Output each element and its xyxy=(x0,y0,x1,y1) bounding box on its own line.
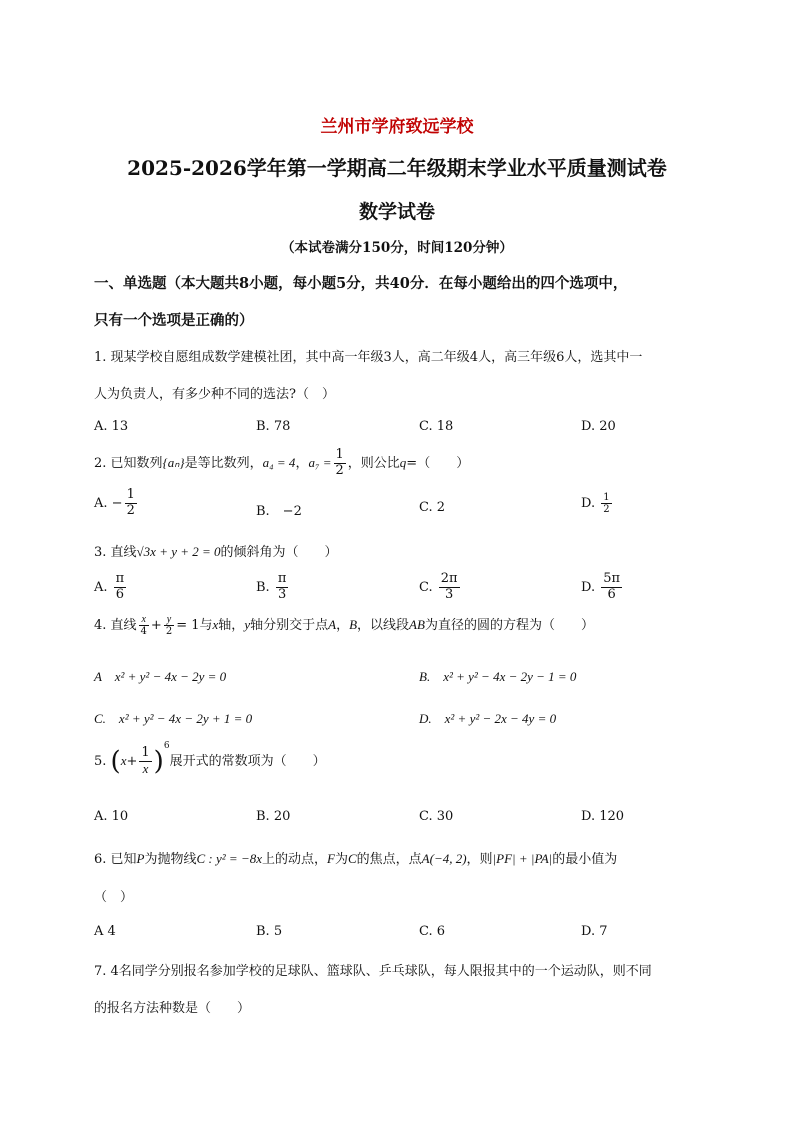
q1-option-a: A. 13 xyxy=(94,419,129,434)
q3-option-c-label: C. xyxy=(419,579,433,595)
q7-stem-line1: 7. 4名同学分别报名参加学校的足球队、篮球队、乒乓球队，每人限报其中的一个运动队，则不同 xyxy=(94,964,652,979)
q3-option-c-num: 2π xyxy=(440,571,458,586)
q2-seq: {aₙ} xyxy=(162,454,185,470)
q2-mid: 是等比数列， xyxy=(184,455,263,471)
q4-option-c: C. x² + y² − 4x − 2y + 1 = 0 xyxy=(94,711,253,726)
q6-option-d: D. 7 xyxy=(581,924,608,939)
q4-frac-y-num: y xyxy=(164,614,174,626)
q6-stem-b: 为抛物线 xyxy=(144,852,197,867)
q1-stem-line1: 1. 现某学校自愿组成数学建模社团，其中高一年级3人，高二年级4人，高三年级6人，选其中一 xyxy=(94,350,643,365)
q4-stem-c: 轴， xyxy=(218,618,245,633)
q5-num: 5. xyxy=(94,753,107,769)
q2-option-c: C. 2 xyxy=(419,500,446,515)
q5-plus: + xyxy=(126,753,138,769)
q4-stem-e: ， xyxy=(336,618,350,633)
q6-stem-f: ，则 xyxy=(466,852,493,867)
q6-stem-g: 的最小值为 xyxy=(552,852,618,867)
q2-option-d-frac xyxy=(601,492,611,515)
subject-title: 数学试卷 xyxy=(358,201,435,223)
q6-curve: C : y² = −8x xyxy=(196,851,262,866)
q4-stem xyxy=(94,614,594,637)
q5-frac xyxy=(139,746,151,777)
q3-option-b-frac xyxy=(276,572,289,603)
q6-C: C xyxy=(347,851,357,866)
q2-num: 2. 已知数列 xyxy=(94,455,163,471)
q4-frac-x xyxy=(139,614,149,637)
q2-option-d-label: D. xyxy=(581,496,596,511)
q5-left-paren: ( xyxy=(110,746,121,777)
q5-right-paren: ) xyxy=(153,746,164,777)
q2-option-a xyxy=(94,488,139,519)
q6-point: A(−4, 2) xyxy=(421,851,467,866)
q3-option-a-label: A. xyxy=(94,579,108,595)
q2-option-a-sign: − xyxy=(111,495,123,511)
q5-stem-text: 展开式的常数项为（ ） xyxy=(169,753,326,769)
q2-sep: ， xyxy=(295,455,309,471)
q3-option-c xyxy=(419,572,462,603)
q3-expr: √3x + y + 2 = 0 xyxy=(136,544,221,559)
q2-option-a-num: 1 xyxy=(126,487,135,502)
q3-option-c-den: 3 xyxy=(445,586,454,602)
q4-stem-b: 与 xyxy=(199,618,213,633)
q4-B: B xyxy=(349,617,358,632)
q4-option-a: A x² + y² − 4x − 2y = 0 xyxy=(94,669,227,684)
q6-option-b: B. 5 xyxy=(256,924,283,939)
q6-F: F xyxy=(327,851,335,866)
q2-option-a-frac xyxy=(125,488,137,519)
q5-option-b: B. 20 xyxy=(256,809,291,824)
exam-title: 2025-2026学年第一学期高二年级期末学业水平质量测试卷 xyxy=(127,156,667,180)
q2-stem xyxy=(94,448,469,479)
q2-a4: a₄ = 4 xyxy=(262,454,296,470)
q6-stem-c: 上的动点， xyxy=(262,852,328,867)
q3-option-d-label: D. xyxy=(581,579,596,595)
q2-option-d xyxy=(581,492,614,515)
q1-stem-line2: 人为负责人，有多少种不同的选法?（ ） xyxy=(94,387,335,402)
q5-frac-den: x xyxy=(142,760,149,776)
q6-option-a: A 4 xyxy=(94,924,116,939)
q3-option-b-num: π xyxy=(277,571,287,586)
q6-option-c: C. 6 xyxy=(419,924,446,939)
q4-plus: + xyxy=(150,618,162,633)
q2-q: q xyxy=(399,454,407,470)
q3-option-d-den: 6 xyxy=(607,586,616,602)
q4-stem-f: ，以线段 xyxy=(357,618,410,633)
q3-option-a-den: 6 xyxy=(115,586,125,602)
q6-P: P xyxy=(136,851,145,866)
q5-option-a: A. 10 xyxy=(94,809,129,824)
q4-stem-g: 为直径的圆的方程为（ ） xyxy=(424,618,594,633)
q6-stem-d: 为 xyxy=(334,852,348,867)
q3-option-b-label: B. xyxy=(256,579,270,595)
q3-option-d xyxy=(581,572,624,603)
q6-stem-e: 的焦点，点 xyxy=(356,852,422,867)
q4-stem-d: 轴分别交于点 xyxy=(250,618,329,633)
q2-option-d-den: 2 xyxy=(603,504,610,515)
q2-frac-num: 1 xyxy=(335,447,344,462)
q3-option-b-den: 3 xyxy=(277,586,287,602)
q1-option-d: D. 20 xyxy=(581,419,616,434)
q4-x: x xyxy=(212,617,219,632)
q4-stem-a: 4. 直线 xyxy=(94,618,137,633)
q4-option-d: D. x² + y² − 2x − 4y = 0 xyxy=(419,711,557,726)
q2-option-b: B. −2 xyxy=(256,504,302,519)
q2-fraction xyxy=(334,448,346,479)
q4-A: A xyxy=(328,617,337,632)
q4-frac-x-den: 4 xyxy=(140,626,147,637)
q5-stem xyxy=(94,740,326,777)
q5-x: x xyxy=(120,752,127,768)
q4-frac-x-num: x xyxy=(139,614,149,626)
q2-option-a-label: A. xyxy=(94,495,108,511)
q3-option-a-num: π xyxy=(115,571,125,586)
q4-frac-y-den: 2 xyxy=(165,626,173,637)
exam-note: （本试卷满分150分，时间120分钟） xyxy=(281,240,513,256)
q2-a7: a₇ = xyxy=(308,454,332,470)
q3-stem-a: 3. 直线 xyxy=(94,545,137,560)
section-heading-line1: 一、单选题（本大题共8小题，每小题5分，共40分．在每小题给出的四个选项中， xyxy=(94,275,628,292)
q6-stem-a: 6. 已知 xyxy=(94,852,137,867)
q6-stem xyxy=(94,848,617,867)
q5-frac-num: 1 xyxy=(141,745,150,760)
q3-stem-b: 的倾斜角为（ ） xyxy=(220,545,338,560)
q3-option-a xyxy=(94,572,128,603)
q3-option-d-num: 5π xyxy=(603,571,621,586)
q2-tail: ，则公比 xyxy=(347,455,400,471)
q3-option-a-frac xyxy=(114,572,127,603)
school-name: 兰州市学府致远学校 xyxy=(320,117,474,137)
q4-frac-y xyxy=(164,614,174,637)
q2-option-d-num: 1 xyxy=(603,492,610,503)
q1-option-c: C. 18 xyxy=(419,419,454,434)
q2-option-a-den: 2 xyxy=(126,502,135,518)
section-heading-line2: 只有一个选项是正确的） xyxy=(94,312,254,329)
q5-option-c: C. 30 xyxy=(419,809,454,824)
q2-end: =（ ） xyxy=(406,455,470,471)
q3-option-c-frac xyxy=(439,572,460,603)
q1-option-b: B. 78 xyxy=(256,419,291,434)
q3-option-b xyxy=(256,572,290,603)
q5-exponent: 6 xyxy=(163,740,170,751)
q6-expr: |PF| + |PA| xyxy=(492,851,553,866)
q5-option-d: D. 120 xyxy=(581,809,625,824)
q4-option-b: B. x² + y² − 4x − 2y − 1 = 0 xyxy=(419,669,577,684)
q3-stem xyxy=(94,541,338,560)
q4-eq: = 1 xyxy=(176,618,200,633)
q4-y: y xyxy=(244,617,251,632)
q6-stem-line2: （ ） xyxy=(94,890,134,905)
q2-frac-den: 2 xyxy=(335,462,344,478)
q4-AB: AB xyxy=(409,617,425,632)
q3-option-d-frac xyxy=(601,572,622,603)
q7-stem-line2: 的报名方法种数是（ ） xyxy=(94,1001,251,1016)
